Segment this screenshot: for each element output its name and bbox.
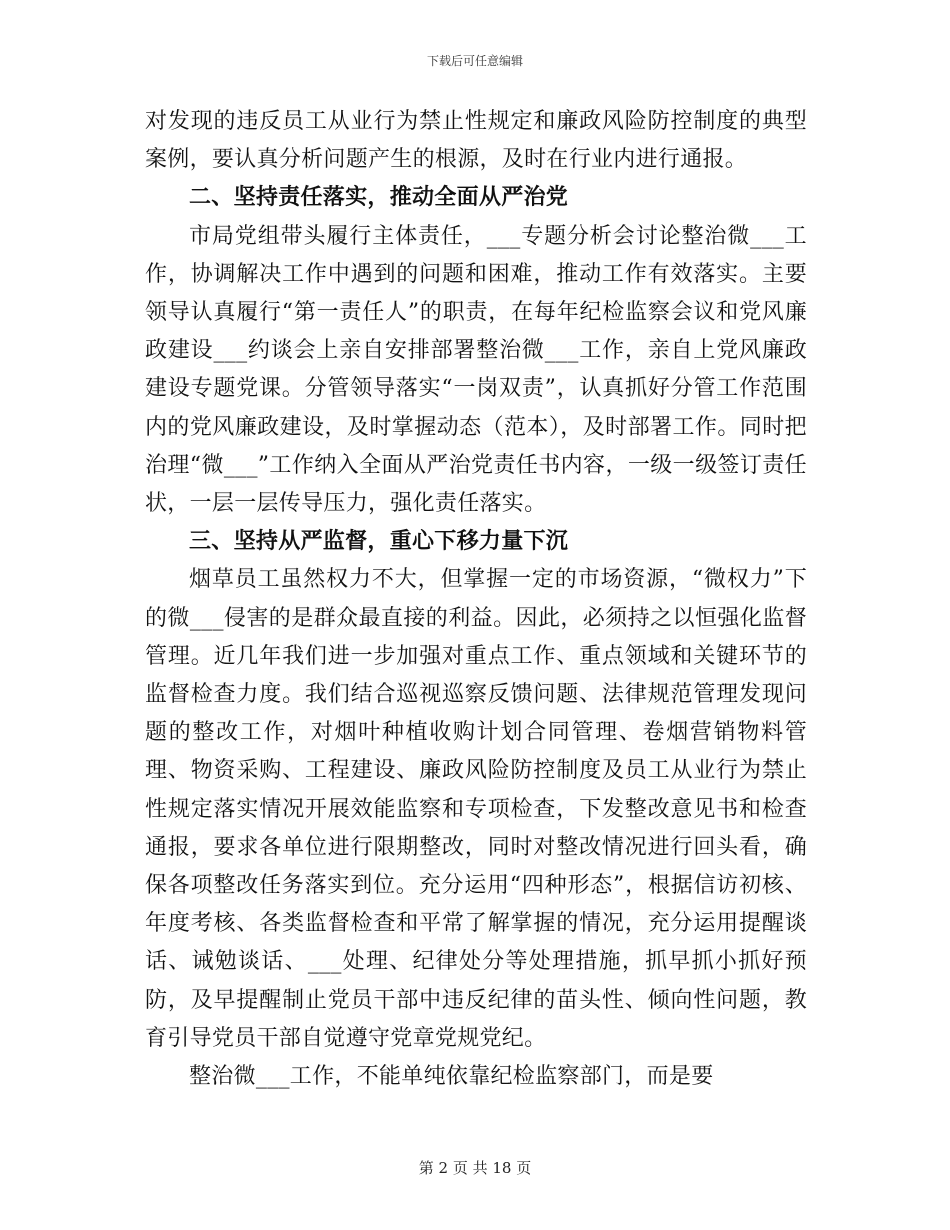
paragraph-responsibility: 市局党组带头履行主体责任，___专题分析会讨论整治微___工作，协调解决工作中遇到的问题和困难，推动工作有效落实。主要领导认真履行“第一责任人”的职责，在每年纪检监察会议和党风廉政建设___约谈会上亲自安排部署整治微___工作，亲自上党风廉政建设专题党课。分管领导落实“一岗双责”，认真抓好分管工作范围内的党风廉政建设，及时掌握动态（范本），及时部署工作。同时把治理“微___”工作纳入全面从严治党责任书内容，一级一级签订责任状，一层一层传导压力，强化责任落实。 (145, 223, 807, 517)
page-header: 下载后可任意编辑 (426, 54, 523, 68)
page-number: 第 2 页 共 18 页 (418, 1159, 532, 1177)
section-heading-3: 三、坚持从严监督，重心下移力量下沉 (189, 529, 569, 555)
paragraph-intro: 对发现的违反员工从业行为禁止性规定和廉政风险防控制度的典型案例，要认真分析问题产生的根源，及时在行业内进行通报。 (145, 109, 807, 173)
paragraph-supervision: 烟草员工虽然权力不大，但掌握一定的市场资源，“微权力”下的微___侵害的是群众最直接的利益。因此，必须持之以恒强化监督管理。近几年我们进一步加强对重点工作、重点领域和关键环节的监督检查力度。我们结合巡视巡察反馈问题、法律规范管理发现问题的整改工作，对烟叶种植收购计划合同管理、卷烟营销物料管理、物资采购、工程建设、廉政风险防控制度及员工从业行为禁止性规定落实情况开展效能监察和专项检查，下发整改意见书和检查通报，要求各单位进行限期整改，同时对整改情况进行回头看，确保各项整改任务落实到位。充分运用“四种形态”，根据信访初核、年度考核、各类监督检查和平常了解掌握的情况，充分运用提醒谈话、诫勉谈话、___处理、纪律处分等处理措施，抓早抓小抓好预防，及早提醒制止党员干部中违反纪律的苗头性、倾向性问题，教育引导党员干部自觉遵守党章党规党纪。 (145, 567, 807, 1051)
section-heading-2: 二、坚持责任落实，推动全面从严治党 (189, 185, 569, 211)
paragraph-closing: 整治微___工作，不能单纯依靠纪检监察部门，而是要 (189, 1064, 714, 1090)
document-body (145, 103, 807, 1096)
